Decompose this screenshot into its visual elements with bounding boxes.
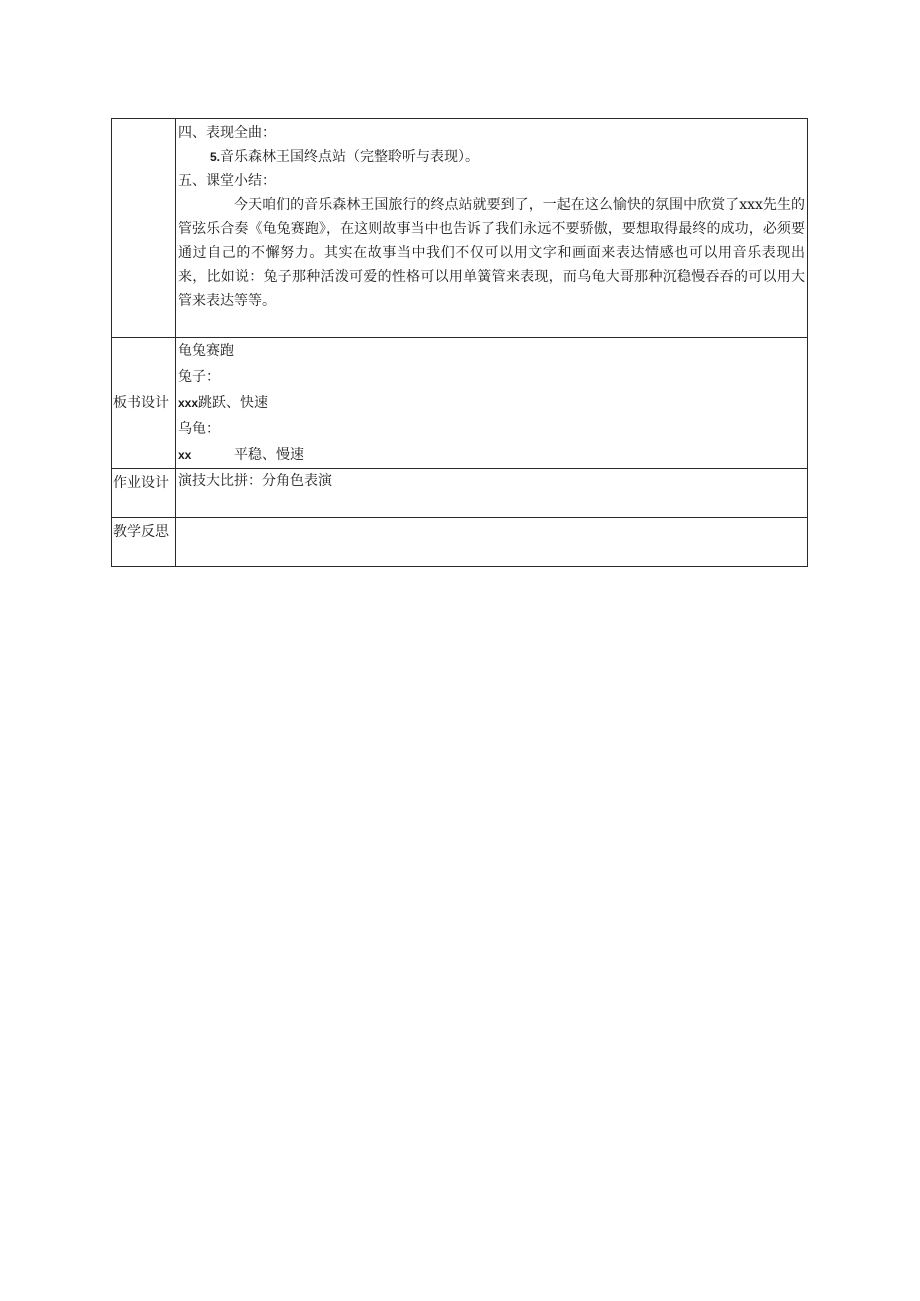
board-rabbit-prefix: xxx [178, 396, 199, 410]
table-row-homework [112, 469, 808, 518]
table-row-process [112, 119, 808, 338]
process-content-cell [176, 119, 808, 338]
table-row-reflection [112, 518, 808, 567]
board-turtle-desc: 平稳、慢速 [234, 447, 304, 463]
board-turtle-label: 乌龟： [178, 421, 220, 437]
homework-label: 作业设计 [112, 469, 176, 518]
section4-item-text: 音乐森林王国终点站（完整聆听与表现）。 [220, 149, 480, 165]
board-design-label: 板书设计 [112, 338, 176, 469]
board-turtle-line [178, 442, 805, 468]
section4-item [178, 145, 805, 169]
table-row-board-design [112, 338, 808, 469]
summary-paragraph: 今天咱们的音乐森林王国旅行的终点站就要到了，一起在这么愉快的氛围中欣赏了xxx先生的管弦乐合奏《龟兔赛跑》，在这则故事当中也告诉了我们永远不要骄傲，要想取得最终的成功，必须要通过自己的不懈努力。其实在故事当中我们不仅可以用文字和画面来表达情感也可以用音乐表现出来，比如说：兔子那种活泼可爱的性格可以用单簧管来表现，而乌龟大哥那种沉稳慢吞吞的可以用大管来表达等等。 [178, 197, 805, 309]
section5-title: 五、课堂小结： [178, 173, 276, 189]
board-rabbit-label: 兔子： [178, 369, 220, 385]
reflection-content-cell [176, 518, 808, 567]
board-rabbit-line [178, 390, 805, 416]
reflection-label: 教学反思 [112, 518, 176, 567]
process-label-cell [112, 119, 176, 338]
section4-item-number: 5. [210, 150, 221, 164]
board-title: 龟兔赛跑 [178, 343, 234, 359]
homework-content-cell [176, 469, 808, 518]
board-design-content-cell [176, 338, 808, 469]
homework-text: 演技大比拼：分角色表演 [178, 473, 332, 489]
section4-title: 四、表现全曲： [178, 125, 276, 141]
board-rabbit-desc: 跳跃、快速 [198, 395, 269, 411]
board-turtle-prefix: xx [178, 448, 192, 462]
lesson-plan-table [111, 118, 808, 567]
